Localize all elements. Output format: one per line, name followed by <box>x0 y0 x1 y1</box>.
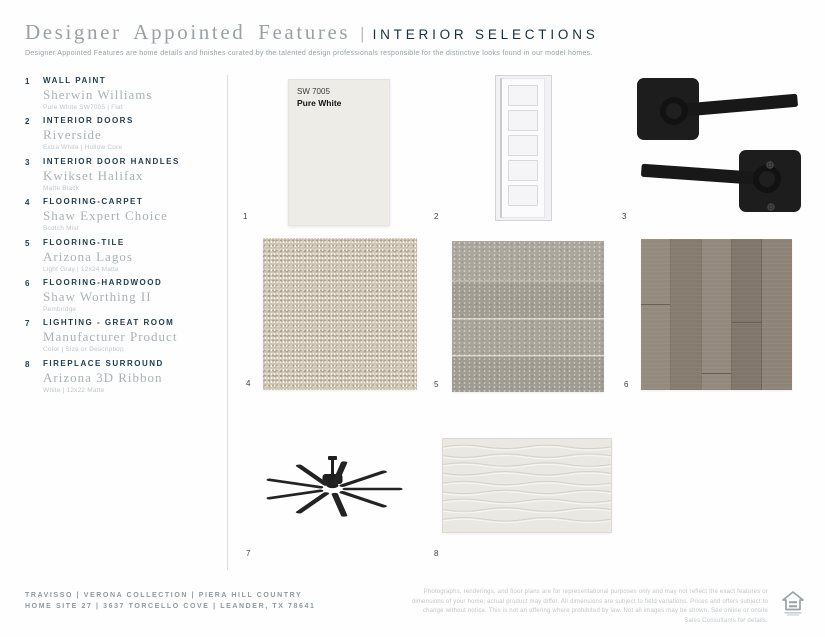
paint-name: Pure White <box>297 98 342 108</box>
item-body <box>43 278 162 318</box>
door-lever-top <box>637 78 798 140</box>
swatch-label-4: 4 <box>246 379 251 388</box>
item-product: Shaw Worthing II <box>43 288 152 304</box>
item-body <box>43 157 180 197</box>
item-product: Riverside <box>43 127 102 143</box>
item-category: INTERIOR DOOR HANDLES <box>43 156 180 166</box>
item-number: 6 <box>25 278 30 288</box>
page-title <box>25 20 599 45</box>
item-number: 7 <box>25 319 30 329</box>
item-number: 3 <box>25 157 30 167</box>
item-detail: Scotch Mist <box>43 225 79 233</box>
list-item <box>25 278 223 318</box>
item-body <box>43 318 177 358</box>
item-detail: Pembridge <box>43 305 77 313</box>
carpet-swatch-image <box>263 238 417 390</box>
fireplace-surround-image <box>442 438 612 533</box>
item-detail: Pure White SW7005 | Flat <box>43 104 123 111</box>
hardwood-swatch-image <box>641 239 792 390</box>
item-detail: Light Gray | 12x24 Matte <box>43 265 119 273</box>
list-item <box>25 76 223 116</box>
swatch-label-5: 5 <box>434 380 439 389</box>
item-number: 5 <box>25 238 30 248</box>
list-item <box>25 116 223 156</box>
item-product: Shaw Expert Choice <box>43 208 168 224</box>
item-category: FIREPLACE SURROUND <box>43 358 164 368</box>
title-divider: | <box>360 24 365 43</box>
selections-list <box>25 76 223 399</box>
item-product: Kwikset Halifax <box>43 167 144 183</box>
swatch-label-1: 1 <box>243 212 248 221</box>
door-panel <box>508 135 538 156</box>
list-item <box>25 359 223 399</box>
swatch-label-2: 2 <box>434 212 439 221</box>
item-category: LIGHTING - GREAT ROOM <box>43 318 175 328</box>
item-detail: White | 12x22 Matte <box>43 386 105 394</box>
item-body <box>43 76 152 116</box>
list-item <box>25 318 223 358</box>
vertical-divider <box>227 75 228 570</box>
list-item <box>25 197 223 237</box>
item-number: 2 <box>25 117 30 127</box>
door-panel <box>508 160 538 181</box>
item-category: FLOORING-CARPET <box>43 197 144 207</box>
tile-swatch-image <box>452 241 604 392</box>
item-product: Arizona Lagos <box>43 248 133 264</box>
paint-swatch-image <box>288 79 390 226</box>
footer-property-info <box>25 590 315 612</box>
door-panel <box>508 85 538 106</box>
footer-address-line: HOME SITE 27 | 3637 TORCELLO COVE | LEANDER, TX 78641 <box>25 603 316 610</box>
item-product: Arizona 3D Ribbon <box>43 369 163 385</box>
item-detail: Extra White | Hollow Core <box>43 144 123 152</box>
door-panel <box>508 185 538 206</box>
item-category: INTERIOR DOORS <box>43 116 134 126</box>
swatch-label-7: 7 <box>246 549 251 558</box>
item-body <box>43 197 168 237</box>
equal-housing-icon <box>781 590 805 617</box>
door-lever-bottom <box>641 150 801 212</box>
item-product: Sherwin Williams <box>43 87 153 102</box>
door-handles-image <box>627 66 809 220</box>
item-detail: Color | Size or Description <box>43 346 124 354</box>
item-body <box>43 238 133 278</box>
title-main: Designer Appointed Features <box>25 20 351 44</box>
list-item <box>25 238 223 278</box>
swatch-label-8: 8 <box>434 549 439 558</box>
item-product: Manufacturer Product <box>43 329 178 345</box>
title-section: INTERIOR SELECTIONS <box>372 27 599 42</box>
item-number: 4 <box>25 198 30 208</box>
item-body <box>43 359 164 399</box>
item-category: FLOORING-TILE <box>43 237 125 247</box>
item-detail: Matte Black <box>43 184 80 192</box>
item-number: 1 <box>25 77 30 86</box>
swatch-label-6: 6 <box>624 380 629 389</box>
item-category: WALL PAINT <box>43 76 107 85</box>
item-body <box>43 116 134 156</box>
paint-code: SW 7005 <box>297 87 330 96</box>
list-item <box>25 157 223 197</box>
header <box>25 20 599 57</box>
ribbon-waves <box>443 439 611 532</box>
interior-door-image <box>495 75 552 221</box>
door-slab <box>500 78 545 218</box>
fan-blades <box>266 461 403 517</box>
ceiling-fan-image <box>258 452 408 532</box>
door-panel <box>508 110 538 131</box>
item-category: FLOORING-HARDWOOD <box>43 277 163 287</box>
swatch-label-3: 3 <box>622 212 627 221</box>
item-number: 8 <box>25 359 30 369</box>
page-subtitle: Designer Appointed Features are home details and finishes curated by the talented design professionals responsible for the distinctive looks found in our model homes. <box>25 50 593 57</box>
footer-disclaimer: Photographs, renderings, and floor plans are for representational purposes only and may not reflect the exact features or dimensions of your home; actual product may differ. All dimensions are subject to field variations. Prices and offers subject to change without notice. This is not an offering where prohibited by law. Not all images may be shown. See online or onsite Sales Consultants for details. <box>411 589 768 624</box>
footer-community-line: TRAVISSO | VERONA COLLECTION | PIERA HILL COUNTRY <box>25 592 303 599</box>
